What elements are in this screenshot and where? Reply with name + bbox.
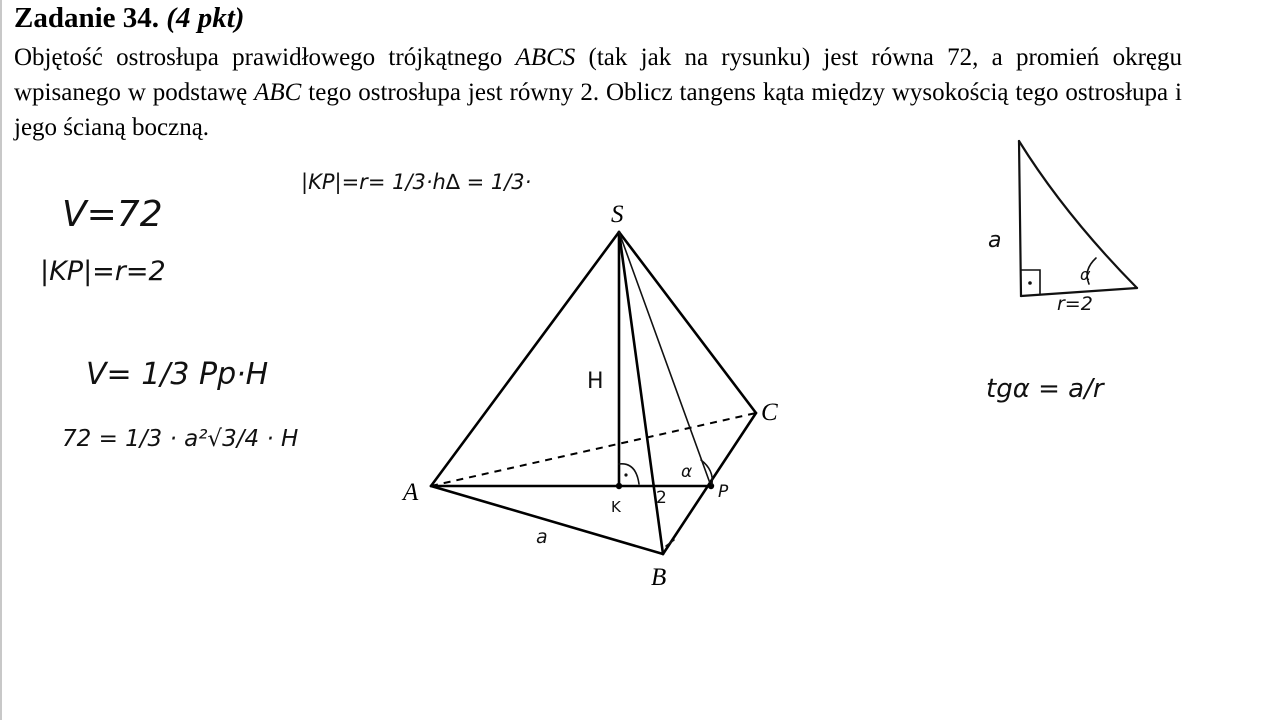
right-angle-dot [624, 473, 627, 476]
task-text-part2: (tak jak na rysunku) jest równa 72, a promień okręgu wpisanego w podstawę [14, 44, 1182, 106]
point-k [616, 483, 622, 489]
side-a-label: a [536, 526, 548, 548]
tri-hypotenuse [1019, 141, 1137, 288]
point-p [708, 483, 714, 489]
right-triangle-sketch [1019, 141, 1137, 296]
height-label: H [587, 369, 604, 394]
edge-sa [431, 232, 619, 486]
task-text-part1: Objętość ostrosłupa prawidłowego trójkątnego [14, 44, 516, 71]
note-tangent: tgα = a/r [986, 374, 1104, 404]
note-equation: 72 = 1/3 · a²√3/4 · H [62, 426, 299, 452]
point-p-label: P [718, 482, 729, 502]
angle-alpha-label: α [681, 462, 693, 482]
note-volume: V=72 [62, 194, 163, 235]
tri-angle-label: α [1080, 265, 1091, 284]
base-name: ABC [254, 79, 302, 106]
task-points: (4 pkt) [166, 2, 245, 34]
foot-label: K [611, 498, 621, 516]
vertex-s-label: S [611, 201, 624, 228]
task-number: Zadanie 34. [14, 2, 160, 34]
right-angle-mark [619, 464, 639, 484]
pyramid-name: ABCS [515, 44, 576, 71]
apothem-sp [619, 232, 711, 486]
radius-label: 2 [656, 488, 667, 508]
tri-side-a-label: a [988, 228, 1002, 253]
vertex-a-label: A [403, 479, 419, 506]
vertex-b-label: B [651, 564, 667, 591]
note-kp: |KP|=r=2 [40, 256, 166, 287]
note-formula: V= 1/3 Pp·H [86, 357, 269, 392]
vertex-c-label: C [761, 399, 778, 426]
tri-side-r-label: r=2 [1057, 293, 1093, 315]
tri-right-angle-dot [1028, 281, 1032, 285]
task-text-part3: tego ostrosłupa jest równy 2. Oblicz tangens kąta między wysokością tego ostrosłupa i jego ścianą boczną. [14, 79, 1182, 141]
tri-leg-vertical [1019, 141, 1021, 296]
note-top: |KP|=r= 1/3·h∆ = 1/3· [301, 170, 532, 194]
